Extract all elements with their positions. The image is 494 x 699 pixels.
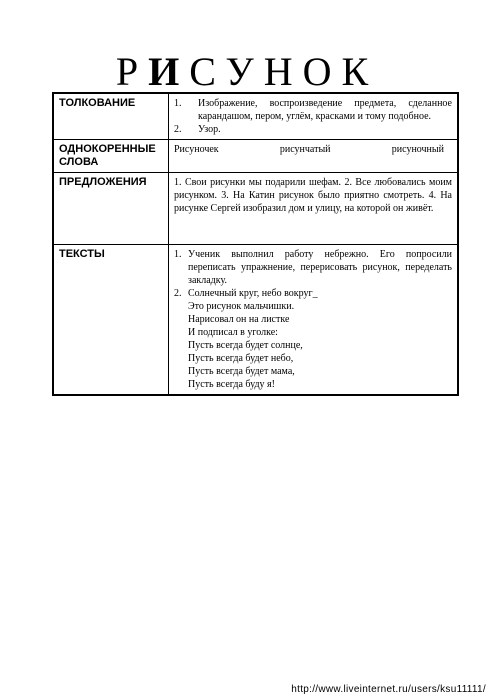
sentences-content	[169, 173, 459, 245]
interpretation-content	[169, 93, 459, 140]
label-related-words: ОДНОКОРЕННЫЕ СЛОВА	[53, 140, 169, 173]
poem-line: Пусть всегда будет солнце,	[188, 340, 303, 351]
texts-item-1	[174, 248, 452, 287]
interpretation-item-number: 1.	[174, 98, 182, 109]
texts-item-number: 1.	[174, 249, 182, 260]
poem-line: И подписал в уголке:	[188, 327, 278, 338]
row-texts	[53, 245, 458, 396]
interpretation-item-number: 2.	[174, 124, 182, 135]
poem-line: Пусть всегда будет небо,	[188, 353, 294, 364]
texts-item-2	[174, 287, 452, 300]
related-word: Рисуночек	[174, 144, 219, 155]
texts-item-number: 2.	[174, 288, 182, 299]
label-interpretation: ТОЛКОВАНИЕ	[53, 93, 169, 140]
poem-line: Пусть всегда буду я!	[188, 379, 275, 390]
title-letter-accent: И	[148, 49, 190, 94]
interpretation-item	[174, 97, 452, 123]
related-word: рисуночный	[391, 144, 444, 155]
poem-line: Это рисунок мальчишки.	[188, 301, 295, 312]
interpretation-item-text: Изображение, воспроизведение предмета, сделанное карандашом, пером, углём, красками и тому подобное.	[198, 98, 452, 122]
texts-content	[169, 245, 459, 396]
sentences-text: 1. Свои рисунки мы подарили шефам. 2. Все любовались моим рисунком. 3. На Катин рисунок было приятно смотреть. 4. На рисунке Сергей изобразил дом и улицу, на которой он живёт.	[174, 177, 452, 214]
row-related-words	[53, 140, 458, 173]
title-letter-first: Р	[115, 49, 149, 94]
word-card-table	[52, 92, 459, 396]
interpretation-item	[174, 123, 452, 136]
title-letters-rest: СУНОК	[189, 49, 379, 94]
poem-line: Солнечный круг, небо вокруг_	[188, 288, 318, 299]
texts-item-text: Ученик выполнил работу небрежно. Его попросили переписать упражнение, перерисовать рисунок, переделать закладку.	[188, 249, 452, 286]
interpretation-item-text: Узор.	[198, 124, 221, 135]
label-sentences: ПРЕДЛОЖЕНИЯ	[53, 173, 169, 245]
page-title	[0, 48, 494, 96]
related-words-content	[169, 140, 459, 173]
row-sentences	[53, 173, 458, 245]
poem-line: Пусть всегда будет мама,	[188, 366, 295, 377]
source-url-watermark: http://www.liveinternet.ru/users/ksu11111/	[291, 684, 486, 695]
row-interpretation	[53, 93, 458, 140]
related-word: рисунчатый	[279, 144, 331, 155]
poem-line: Нарисовал он на листке	[188, 314, 290, 325]
label-texts: ТЕКСТЫ	[53, 245, 169, 396]
